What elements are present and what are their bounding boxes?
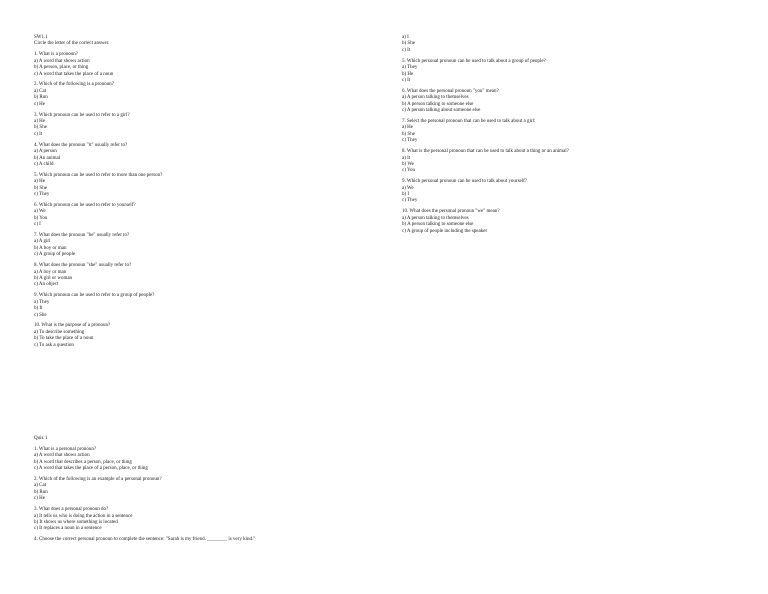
worksheet-left-column [34,35,364,349]
question-block [34,113,364,139]
question-block [34,203,364,229]
answer-option: b) To take the place of a noun [34,336,94,342]
answer-option: b) We [402,161,414,167]
carryover-options [402,35,732,54]
answer-option: b) He [402,71,414,77]
answer-option: a) A girl [34,239,51,245]
question-block [402,89,732,115]
question-stem: 2. Which of the following is a pronoun? [34,82,114,88]
answer-option: b) A girl or woman [34,276,73,281]
question-block [34,447,364,473]
question-stem: 8. What is the personal pronoun that can be used to talk about a thing or an animal? [402,149,569,155]
answer-option: b) Run [34,95,48,101]
question-stem: 4. What does the pronoun "it" usually refer to? [34,142,128,148]
answer-option: a) A word that shows action [34,453,90,459]
question-block [34,173,364,199]
question-stem: 10. What does the personal pronoun "we" mean? [402,209,500,215]
question-stem: 1. What is a pronoun? [34,52,78,58]
question-block [402,179,732,205]
answer-option: c) You [402,168,416,174]
right-question-list [402,59,732,235]
answer-option: a) They [34,299,50,305]
question-stem: 9. Which pronoun can be used to refer to a group of people? [34,293,155,299]
question-block [34,477,364,503]
answer-option: b) It [34,306,43,312]
question-stem: 10. What is the purpose of a pronoun? [34,323,111,329]
answer-option: c) She [34,312,47,318]
answer-option: b) A word that describes a person, place, or thing [34,459,132,465]
answer-option: c) They [402,138,418,144]
answer-option: a) A person talking to themselves [402,215,469,221]
question-block [34,263,364,289]
answer-option: c) I [34,222,41,228]
question-block [34,323,364,349]
answer-option: a) He [34,179,45,185]
answer-option: a) He [402,125,413,131]
quiz-question-list [34,447,364,544]
answer-option: a) A person [34,149,57,155]
answer-option: b) A person, place, or thing [34,65,89,71]
quiz-section [34,436,364,544]
question-stem: 1. What is a personal pronoun? [34,446,97,452]
answer-option: b) An animal [34,155,61,161]
answer-option: c) It [34,131,43,137]
answer-option: b) A person talking to someone else [402,101,474,107]
answer-option: c) A word that takes the place of a noun [34,71,114,77]
question-stem: 5. Which pronoun can be used to refer to more than one person? [34,172,163,178]
answer-option: c) It replaces a noun in a sentence [34,526,102,532]
answer-option: b) She [402,41,415,47]
answer-option: a) Cat [34,88,47,94]
answer-option: b) A boy or man [34,245,67,251]
answer-option: c) A group of people [34,252,76,258]
answer-option: a) Cat [34,483,47,489]
question-block [402,119,732,145]
question-block [34,537,364,543]
question-stem: 4. Choose the correct personal pronoun to complete the sentence: "Sarah is my friend. ________ is very kind." [34,537,256,543]
question-stem: 7. Select the personal pronoun that can be used to talk about a girl: [402,118,536,124]
question-block [402,59,732,85]
answer-option: b) She [34,185,47,191]
answer-option: c) He [34,101,45,107]
worksheet-right-column [402,35,732,235]
question-block [402,209,732,235]
answer-option: a) It [402,155,411,161]
question-stem: 6. Which pronoun can be used to refer to yourself? [34,202,136,208]
left-question-list [34,52,364,349]
quiz-title: Quiz 1 [34,436,48,441]
question-block [34,233,364,259]
question-block [34,507,364,533]
answer-option: b) She [34,125,47,131]
answer-option: a) We [34,209,46,215]
answer-option: c) It [402,47,411,53]
worksheet-instructions: Circle the letter of the correct answer. [34,41,110,47]
question-block [402,149,732,175]
question-stem: 6. What does the personal pronoun "you" mean? [402,88,499,94]
answer-option: a) A person talking to themselves [402,95,469,101]
answer-option: c) A group of people including the speaker [402,228,488,234]
question-stem: 3. Which pronoun can be used to refer to a girl? [34,112,130,118]
answer-option: a) A word that shows action [34,58,90,64]
answer-option: b) It shows us where something is located [34,519,118,525]
question-block [34,143,364,169]
worksheet-code: SW1.1 [34,35,48,40]
answer-option: b) I [402,192,410,198]
answer-option: b) She [402,131,415,137]
answer-option: a) They [402,65,418,71]
question-stem: 8. What does the pronoun "she" usually refer to? [34,263,132,269]
answer-option: a) He [34,118,45,124]
question-stem: 5. Which personal pronoun can be used to talk about a group of people? [402,58,546,64]
question-block [34,293,364,319]
question-stem: 7. What does the pronoun "he" usually refer to? [34,233,130,239]
answer-option: c) They [402,198,418,204]
question-stem: 3. What does a personal pronoun do? [34,507,109,513]
question-stem: 2. Which of the following is an example of a personal pronoun? [34,477,162,483]
answer-option: c) A person talking about someone else [402,108,481,114]
question-block [34,52,364,78]
worksheet-header [34,35,364,48]
answer-option: c) To ask a question [34,342,74,348]
answer-option: a) A boy or man [34,269,67,275]
answer-option: b) A person talking to someone else [402,222,474,228]
answer-option: a) I [402,35,409,40]
answer-option: a) To describe something [34,329,85,335]
answer-option: c) It [402,77,411,83]
answer-option: b) You [34,215,48,221]
answer-option: b) Run [34,489,48,495]
answer-option: c) They [34,192,50,198]
answer-option: c) A word that takes the place of a person, place, or thing [34,466,148,472]
answer-option: c) A child [34,161,54,167]
answer-option: c) An object [34,282,59,288]
question-block [34,82,364,108]
answer-option: a) It tells us who is doing the action in a sentence [34,513,133,519]
answer-option: c) He [34,496,45,502]
answer-option: a) We [402,185,414,191]
question-stem: 9. Which personal pronoun can be used to talk about yourself? [402,179,528,185]
